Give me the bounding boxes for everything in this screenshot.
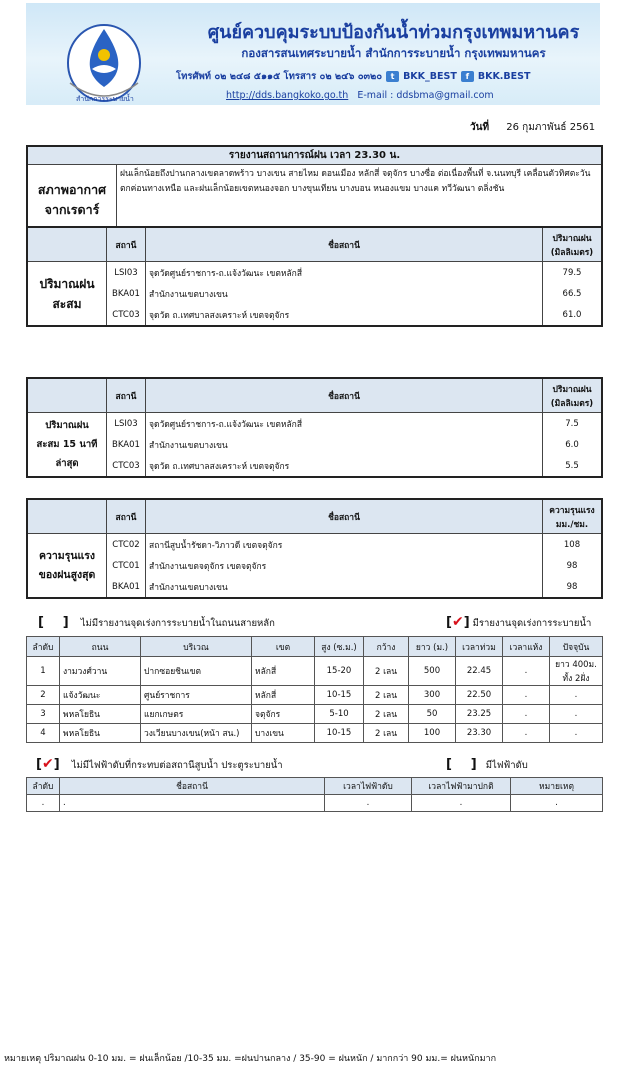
email-text: E-mail : ddsbma@gmail.com [357,90,494,101]
table-cell: ศูนย์ราชการ [141,686,252,705]
website-link[interactable]: http://dds.bangkoko.go.th [226,90,349,101]
table-cell: บางเขน [252,724,315,743]
power-has-checkbox[interactable]: [ ] [446,757,477,772]
col-rain-line2: (มิลลิเมตร) [550,398,594,409]
col-rain [543,227,603,262]
table-row [27,413,602,435]
rain-value: 66.5 [543,283,603,304]
rain-15min-table [26,377,603,478]
rain-15min-label-line2: สะสม 15 นาที [36,439,98,450]
footnote: หมายเหตุ ปริมาณฝน 0-10 มม. = ฝนเล็กน้อย /10-35 มม. =ฝนปานกลาง / 35-90 = ฝนหนัก / มากกว่า 90 มม.= ฝนหนักมาก [4,1054,497,1064]
table-cell: 1 [27,657,60,686]
header-banner [26,3,600,105]
rain-total-corner [27,227,107,262]
rain-value: 79.5 [543,262,603,284]
col-restore-time: เวลาไฟฟ้ามาปกติ [412,778,511,795]
table-row [27,262,602,284]
table-row [27,657,603,686]
station-name: จุดวัด ถ.เทศบาลสงเคราะห์ เขตจตุจักร [146,304,543,326]
table-row [27,304,602,326]
rain-total-label-line2: สะสม [52,296,82,311]
table-row [27,576,602,598]
table-cell: 300 [409,686,456,705]
col-station: สถานี [107,499,146,534]
col-intensity-line1: ความรุนแรง [549,505,595,516]
table-row [27,555,602,576]
table-cell: . [27,795,60,812]
col-road: ถนน [60,637,141,657]
agency-logo-icon [56,11,156,106]
power-outage-table [26,777,603,812]
col-rain [543,378,603,413]
table-cell: วงเวียนบางเขน(หน้า สน.) [141,724,252,743]
org-subtitle: กองสารสนเทศระบายน้ำ สำนักการระบายน้ำ กรุงเทพมหานคร [241,46,546,60]
station-name: สำนักงานเขตบางเขน [146,283,543,304]
col-width: กว้าง [364,637,409,657]
rain-report-heading: รายงานสถานการณ์ฝน เวลา 23.30 น. [27,146,602,165]
station-name: จุดวัดศูนย์ราชการ-ถ.แจ้งวัฒนะ เขตหลักสี่ [146,413,543,435]
table-cell: . [511,795,603,812]
table-cell: 2 [27,686,60,705]
station-code: CTC02 [107,534,146,556]
table-cell: 15-20 [315,657,364,686]
col-district: เขต [252,637,315,657]
power-none-checkbox[interactable]: [✔] [36,756,60,772]
table-cell: 2 เลน [364,686,409,705]
rain-intensity-label-line2: ของฝนสูงสุด [38,568,96,581]
facebook-handle[interactable]: BKK.BEST [477,71,531,82]
col-order: ลำดับ [27,778,60,795]
rain-total-label [27,262,107,327]
table-cell: 10-15 [315,686,364,705]
col-length: ยาว (ม.) [409,637,456,657]
table-cell: . [503,724,550,743]
table-cell: . [412,795,511,812]
col-rain-line1: ปริมาณฝน [552,384,592,395]
station-name: สำนักงานเขตจตุจักร เขตจตุจักร [146,555,543,576]
col-outage-time: เวลาไฟฟ้าดับ [325,778,412,795]
table-row [27,455,602,477]
table-cell: . [325,795,412,812]
station-code: BKA01 [107,283,146,304]
rain-15min-label [27,413,107,478]
twitter-handle[interactable]: BKK_BEST [403,71,457,82]
rain-intensity-corner [27,499,107,534]
rain-15min-label-line1: ปริมาณฝน [45,420,89,431]
road-flood-rows [27,657,603,743]
table-cell: . [503,686,550,705]
table-cell: 2 เลน [364,705,409,724]
table-row [27,434,602,455]
rain-total-label-line1: ปริมาณฝน [39,276,95,291]
table-cell: 2 เลน [364,724,409,743]
col-rain-line1: ปริมาณฝน [552,233,592,244]
table-cell: พหลโยธิน [60,724,141,743]
road-has-option[interactable] [446,614,591,631]
phone-fax: โทรศัพท์ ๐๒ ๒๔๘ ๕๑๑๕ โทรสาร ๐๒ ๒๔๖ ๐๓๒๐ [176,71,383,82]
power-has-label: มีไฟฟ้าดับ [485,760,528,771]
table-cell: จตุจักร [252,705,315,724]
col-intensity [543,499,603,534]
rain-value: 6.0 [543,434,603,455]
col-depth: สูง (ซ.ม.) [315,637,364,657]
weather-label-line1: สภาพอากาศ [37,182,107,197]
table-row [27,534,602,556]
logo-caption: สำนักการระบายน้ำ [76,95,134,103]
weather-description: ฝนเล็กน้อยถึงปานกลางเขตลาดพร้าว บางเขน สายไหม ดอนเมือง หลักสี่ จตุจักร บางซื่อ ต่อเนื่องพื้นที่ จ.นนทบุรี เคลื่อนตัวทิศตะวันตกค่อนทางเหนือ และฝนเล็กน้อยเขตหนองจอก บางขุนเทียน บางบอน หนองแขม บางแค ทวีวัฒนา ตลิ่งชัน [117,165,603,237]
station-code: LSI03 [107,262,146,284]
table-cell: 100 [409,724,456,743]
intensity-value: 98 [543,576,603,598]
col-flood-time: เวลาท่วม [456,637,503,657]
report-date [470,120,595,135]
web-line [226,90,494,101]
road-flood-table [26,636,603,743]
table-cell: ปากซอยชินเขต [141,657,252,686]
station-code: CTC03 [107,455,146,477]
rain-value: 7.5 [543,413,603,435]
table-cell: 22.45 [456,657,503,686]
road-has-checkbox[interactable]: [✔] [446,614,470,630]
table-cell: ยาว 400ม. ทั้ง 2ฝั่ง [550,657,603,686]
date-label: วันที่ [470,122,490,133]
station-name: สำนักงานเขตบางเขน [146,576,543,598]
col-remark: หมายเหตุ [511,778,603,795]
table-cell: . [550,705,603,724]
facebook-icon[interactable]: f [461,71,474,82]
col-station-name: ชื่อสถานี [60,778,325,795]
table-cell: หลักสี่ [252,686,315,705]
table-cell: งามวงศ์วาน [60,657,141,686]
table-row [27,686,603,705]
table-cell: แยกเกษตร [141,705,252,724]
table-cell: 23.25 [456,705,503,724]
weather-label-line2: จากเรดาร์ [44,202,100,217]
table-cell: . [550,724,603,743]
station-code: CTC01 [107,555,146,576]
date-value: 26 กุมภาพันธ์ 2561 [506,122,596,133]
road-has-label: มีรายงานจุดเร่งการระบายน้ำ [472,618,592,629]
road-none-option[interactable] [38,614,275,631]
table-row [27,724,603,743]
power-none-label: ไม่มีไฟฟ้าดับที่กระทบต่อสถานีสูบน้ำ ประตูระบายน้ำ [71,760,283,771]
org-title: ศูนย์ควบคุมระบบป้องกันน้ำท่วมกรุงเทพมหานคร [207,22,580,43]
station-name: จุดวัดศูนย์ราชการ-ถ.แจ้งวัฒนะ เขตหลักสี่ [146,262,543,284]
intensity-value: 108 [543,534,603,556]
power-none-check-icon: ✔ [41,756,54,772]
table-cell: 500 [409,657,456,686]
rain-15min-label-line3: ล่าสุด [55,458,79,469]
intensity-value: 98 [543,555,603,576]
table-cell: 3 [27,705,60,724]
table-cell: 4 [27,724,60,743]
rain-15min-corner [27,378,107,413]
table-cell: แจ้งวัฒนะ [60,686,141,705]
power-has-check-icon [456,756,466,772]
col-station: สถานี [107,378,146,413]
station-code: CTC03 [107,304,146,326]
col-station-name: ชื่อสถานี [146,227,543,262]
rain-value: 61.0 [543,304,603,326]
rain-total-table [26,226,603,327]
table-cell: . [550,686,603,705]
table-row [27,283,602,304]
table-cell: 10-15 [315,724,364,743]
rain-intensity-label [27,534,107,599]
road-none-label: ไม่มีรายงานจุดเร่งการระบายน้ำในถนนสายหลัก [80,618,275,629]
station-name: จุดวัด ถ.เทศบาลสงเคราะห์ เขตจตุจักร [146,455,543,477]
table-row [27,795,603,812]
col-order: ลำดับ [27,637,60,657]
power-has-option[interactable] [446,756,528,773]
table-cell: . [503,705,550,724]
col-station-name: ชื่อสถานี [146,378,543,413]
station-code: BKA01 [107,434,146,455]
road-none-check-icon [48,614,58,630]
table-cell: พหลโยธิน [60,705,141,724]
road-has-check-icon: ✔ [451,614,464,630]
table-cell: 22.50 [456,686,503,705]
rain-intensity-label-line1: ความรุนแรง [38,549,96,562]
col-station: สถานี [107,227,146,262]
table-cell: 50 [409,705,456,724]
station-code: LSI03 [107,413,146,435]
table-cell: หลักสี่ [252,657,315,686]
station-name: สำนักงานเขตบางเขน [146,434,543,455]
road-none-checkbox[interactable]: [ ] [38,615,69,630]
col-intensity-line2: มม./ชม. [555,519,589,530]
power-none-option[interactable] [36,756,283,773]
col-area: บริเวณ [141,637,252,657]
table-cell: 2 เลน [364,657,409,686]
table-cell: 5-10 [315,705,364,724]
station-code: BKA01 [107,576,146,598]
station-name: สถานีสูบน้ำรัชดา-วิภาวดี เขตจตุจักร [146,534,543,556]
power-outage-rows [27,795,603,812]
table-cell: 23.30 [456,724,503,743]
col-rain-line2: (มิลลิเมตร) [550,247,594,258]
table-cell: . [60,795,325,812]
table-cell: . [503,657,550,686]
weather-table [26,145,603,237]
col-current: ปัจจุบัน [550,637,603,657]
rain-value: 5.5 [543,455,603,477]
col-station-name: ชื่อสถานี [146,499,543,534]
contact-line [176,69,530,84]
col-dry-time: เวลาแห้ง [503,637,550,657]
rain-intensity-table [26,498,603,599]
twitter-icon[interactable]: t [386,71,399,82]
table-row [27,705,603,724]
